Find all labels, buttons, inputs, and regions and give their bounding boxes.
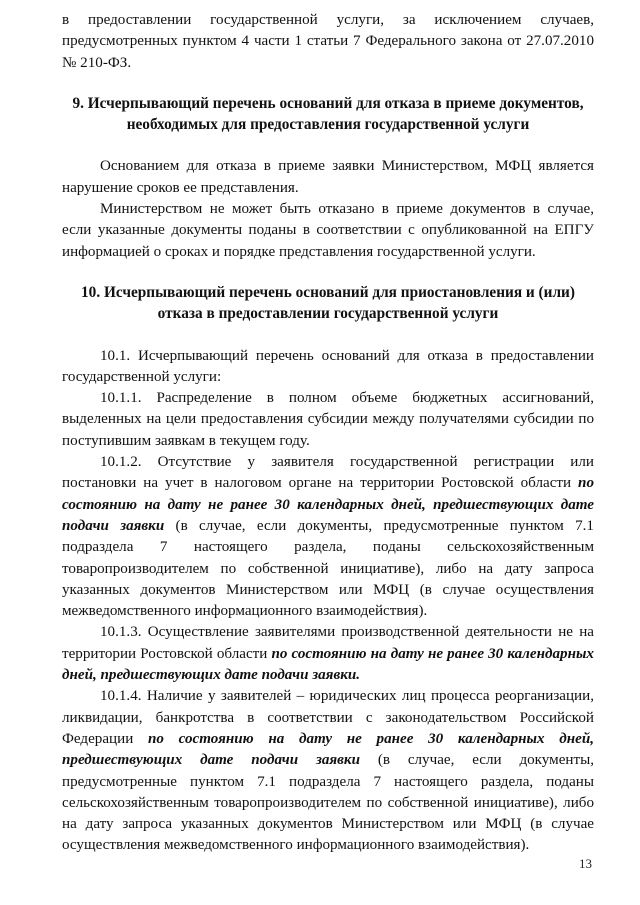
intro-paragraph: в предоставлении государственной услуги, за исключением случаев, предусмотренных пунктом 4 части 1 статьи 7 Федерального закона от 27.07.2010 № 210-ФЗ. (62, 12, 594, 71)
paragraph-10-1-2 (62, 452, 594, 622)
paragraph-10-1: 10.1. Исчерпывающий перечень оснований для отказа в предоставлении государственной услуги: (62, 347, 594, 385)
document-page (62, 10, 594, 857)
section-10-heading-line-2: отказа в предоставлении государственной услуги (157, 305, 499, 323)
paragraph-10-1-3 (62, 622, 594, 686)
paragraph-10-1-2-emphasis: по состоянию на дату не ранее 30 календарных дней, предшествующих дате подачи заявки (62, 475, 594, 534)
paragraph-10-1-3-text-a: 10.1.3. Осуществление заявителями производственной деятельности не на территории Ростовской области (62, 624, 594, 662)
paragraph-10-1-4 (62, 686, 594, 856)
section-10-heading-line-1: 10. Исчерпывающий перечень оснований для приостановления и (или) (81, 283, 575, 301)
page-number: 13 (579, 856, 592, 871)
paragraph-10-1-4-emphasis: по состоянию на дату не ранее 30 календарных дней, предшествующих дате подачи заявки (62, 730, 594, 769)
paragraph-10-1-2-text-c: (в случае, если документы, предусмотренные пунктом 7.1 подраздела 7 настоящего раздела, поданы сельскохозяйственным товаропроизводителем по собственной инициативе), либо на дату запроса указанных документов Министерством или МФЦ (в случае осуществления межведомственного информационного взаимодействия). (62, 517, 594, 620)
paragraph-10-1-4-text-a: 10.1.4. Наличие у заявителей – юридических лиц процесса реорганизации, ликвидации, банкротства в соответствии с законодательством Российской Федерации (62, 688, 594, 747)
paragraph-10-1-1: 10.1.1. Распределение в полном объеме бюджетных ассигнований, выделенных на цели предоставления субсидии между получателями субсидии по поступившим заявкам в текущем году. (62, 390, 594, 449)
section-9-paragraph-1: Основанием для отказа в приеме заявки Министерством, МФЦ является нарушение сроков ее представления. (62, 158, 594, 196)
section-9-paragraph-2: Министерством не может быть отказано в приеме документов в случае, если указанные документы поданы в соответствии с опубликованной на ЕПГУ информацией о сроках и порядке представления государственной услуги. (62, 201, 594, 260)
section-9-heading-line-1: 9. Исчерпывающий перечень оснований для отказа в приеме документов, (72, 94, 584, 112)
section-9-heading-line-2: необходимых для предоставления государственной услуги (126, 116, 530, 134)
section-10-heading (62, 282, 594, 325)
paragraph-10-1-3-emphasis: по состоянию на дату не ранее 30 календарных дней, предшествующих дате подачи заявки. (62, 645, 594, 684)
paragraph-10-1-2-text-a: 10.1.2. Отсутствие у заявителя государственной регистрации или постановки на учет в налоговом органе на территории Ростовской области (62, 454, 594, 492)
paragraph-10-1-4-text-c: (в случае, если документы, предусмотренные пунктом 7.1 подраздела 7 настоящего раздела, поданы сельскохозяйственным товаропроизводителем по собственной инициативе), либо на дату запроса указанных документов Министерством или МФЦ (в случае осуществления межведомственного информационного взаимодействия). (62, 752, 594, 854)
section-9-heading (62, 93, 594, 136)
